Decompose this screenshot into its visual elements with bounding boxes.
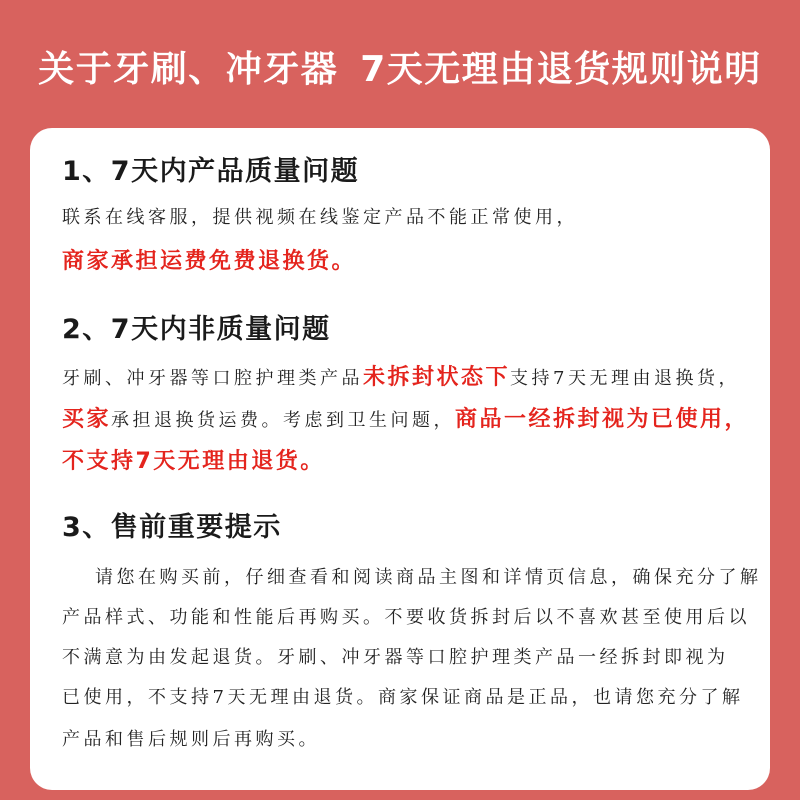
section-3-paragraph-line: 产品和售后规则后再购买。 bbox=[62, 729, 320, 750]
section-2-heading: 2、7天内非质量问题 bbox=[62, 314, 331, 345]
section-3-paragraph-line: 不满意为由发起退货。牙刷、冲牙器等口腔护理类产品一经拆封即视为 bbox=[62, 647, 729, 668]
section-2-line-1-text-end: 支持7天无理由退换货， bbox=[510, 368, 740, 389]
section-2-line-1-text: 牙刷、冲牙器等口腔护理类产品 bbox=[62, 368, 363, 389]
section-2-line-2 bbox=[62, 406, 749, 435]
page-title: 关于牙刷、冲牙器 7天无理由退货规则说明 bbox=[38, 49, 762, 90]
section-2-highlight-line: 不支持7天无理由退货。 bbox=[62, 449, 325, 474]
section-3-heading: 3、售前重要提示 bbox=[62, 512, 282, 543]
section-2-line-1-highlight: 未拆封状态下 bbox=[363, 365, 511, 390]
section-3-paragraph-line: 产品样式、功能和性能后再购买。不要收货拆封后以不喜欢甚至使用后以 bbox=[62, 607, 750, 628]
section-2-line-1 bbox=[62, 364, 740, 393]
section-2-line-2-highlight-start: 买家 bbox=[62, 407, 112, 432]
section-2-line-2-highlight-end: 商品一经拆封视为已使用， bbox=[455, 407, 750, 432]
section-2-line-2-text: 承担退换货运费。考虑到卫生问题， bbox=[111, 410, 456, 431]
section-3-paragraph-line: 请您在购买前，仔细查看和阅读商品主图和详情页信息，确保充分了解 bbox=[95, 567, 762, 588]
section-1-heading: 1、7天内产品质量问题 bbox=[62, 156, 360, 187]
section-3-paragraph-line: 已使用，不支持7天无理由退货。商家保证商品是正品，也请您充分了解 bbox=[62, 687, 744, 708]
policy-card bbox=[30, 128, 770, 790]
section-1-line-1: 联系在线客服，提供视频在线鉴定产品不能正常使用， bbox=[62, 207, 578, 228]
section-1-highlight-line: 商家承担运费免费退换货。 bbox=[62, 249, 357, 274]
